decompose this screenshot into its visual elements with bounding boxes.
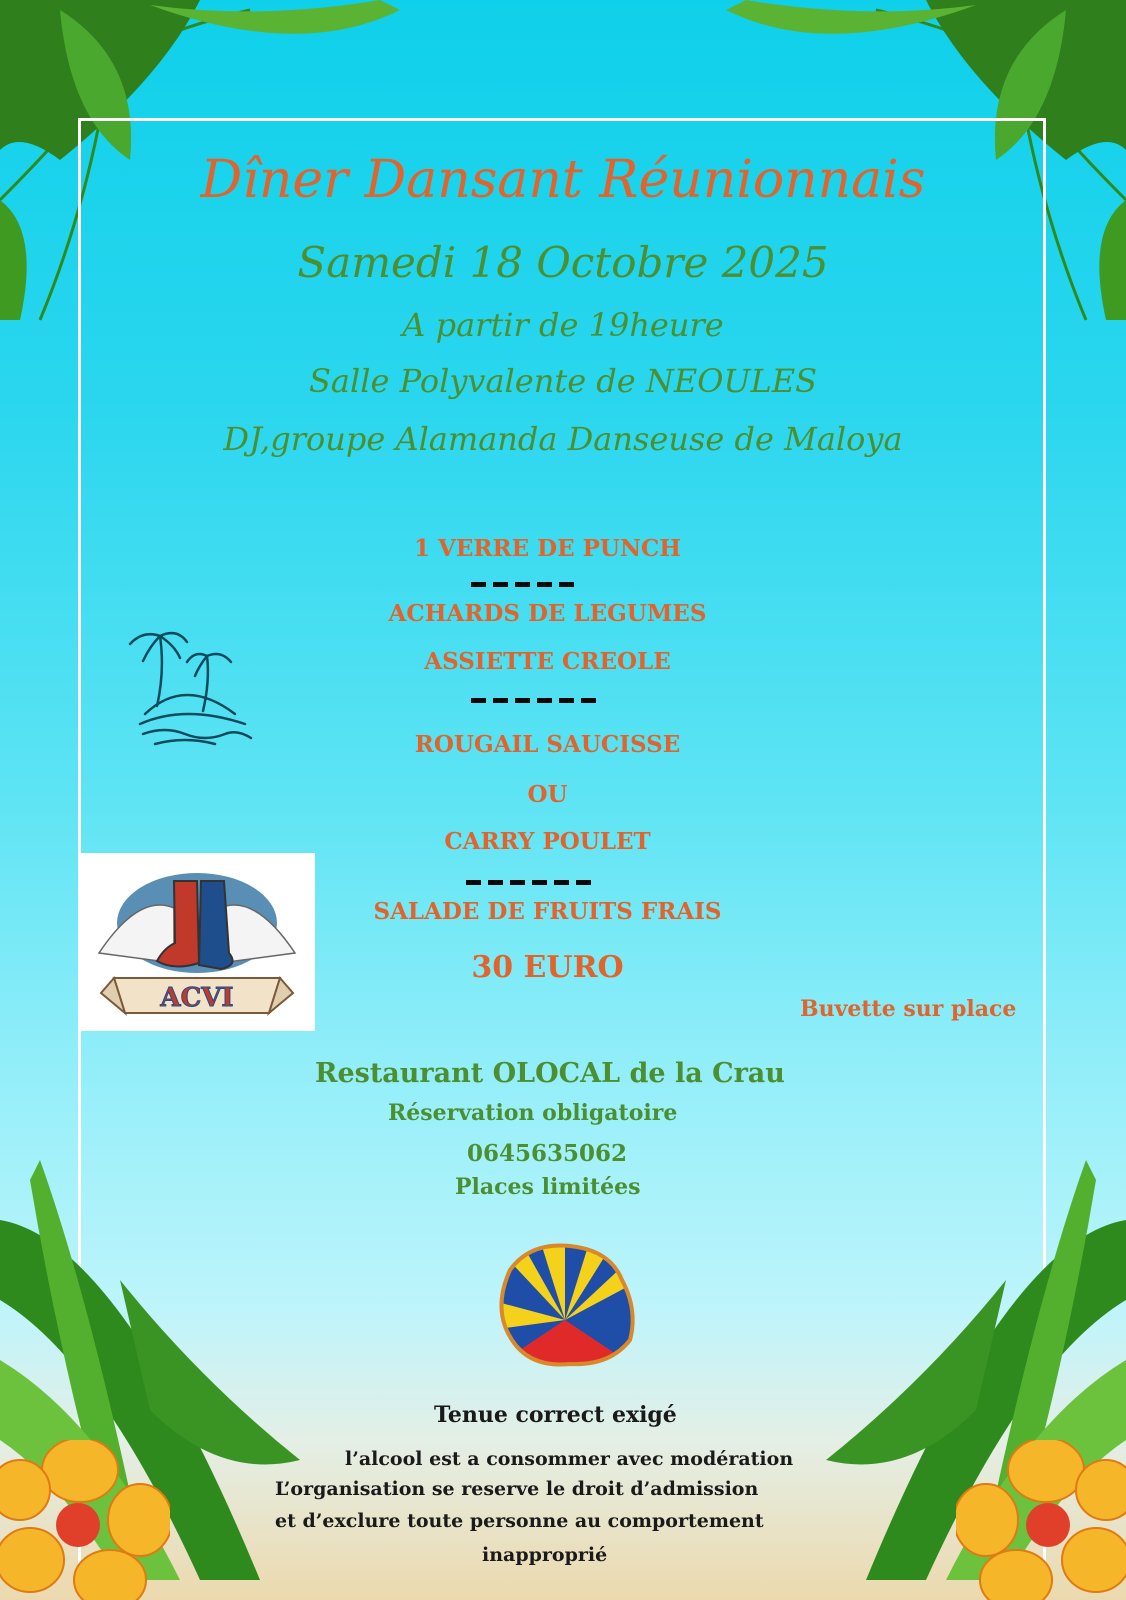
price: 30 EURO [471,950,624,985]
hibiscus-flower-icon [0,1440,170,1600]
island-palm-icon [125,626,255,756]
separator-dash [466,880,596,885]
menu-item: OU [527,781,568,808]
dress-code: Tenue correct exigé [434,1402,677,1428]
event-venue: Salle Polyvalente de NEOULES [309,362,817,400]
menu-item: CARRY POULET [444,828,651,855]
limited-places: Places limitées [455,1174,641,1200]
menu-item: 1 VERRE DE PUNCH [413,535,682,562]
menu-item: SALADE DE FRUITS FRAIS [373,898,722,925]
bar-info: Buvette sur place [800,996,1017,1022]
separator-dash [471,698,599,703]
phone-number: 0645635062 [467,1140,628,1167]
acvi-logo [79,853,315,1031]
event-title: Dîner Dansant Réunionnais [200,150,926,210]
hibiscus-flower-icon [956,1440,1126,1600]
separator-dash [471,582,581,587]
event-entertainment: DJ,groupe Alamanda Danseuse de Maloya [223,420,903,458]
cowboy-boots-logo-icon [79,853,315,1031]
svg-text:ACVI: ACVI [160,983,234,1013]
restaurant-name: Restaurant OLOCAL de la Crau [315,1058,785,1089]
footer-line: L’organisation se reserve le droit d’admission [275,1478,759,1500]
footer-line: l’alcool est a consommer avec modération [345,1448,794,1470]
event-date: Samedi 18 Octobre 2025 [297,238,829,287]
event-time: A partir de 19heure [402,306,724,344]
footer-line: et d’exclure toute personne au comportement [275,1510,764,1532]
footer-line: inapproprié [482,1544,608,1566]
menu-item: ACHARDS DE LEGUMES [388,600,707,627]
reunion-island-flag-icon [490,1240,640,1370]
menu-item: ROUGAIL SAUCISSE [414,731,681,758]
menu-item: ASSIETTE CREOLE [424,648,671,675]
reservation-mandatory: Réservation obligatoire [388,1100,678,1126]
